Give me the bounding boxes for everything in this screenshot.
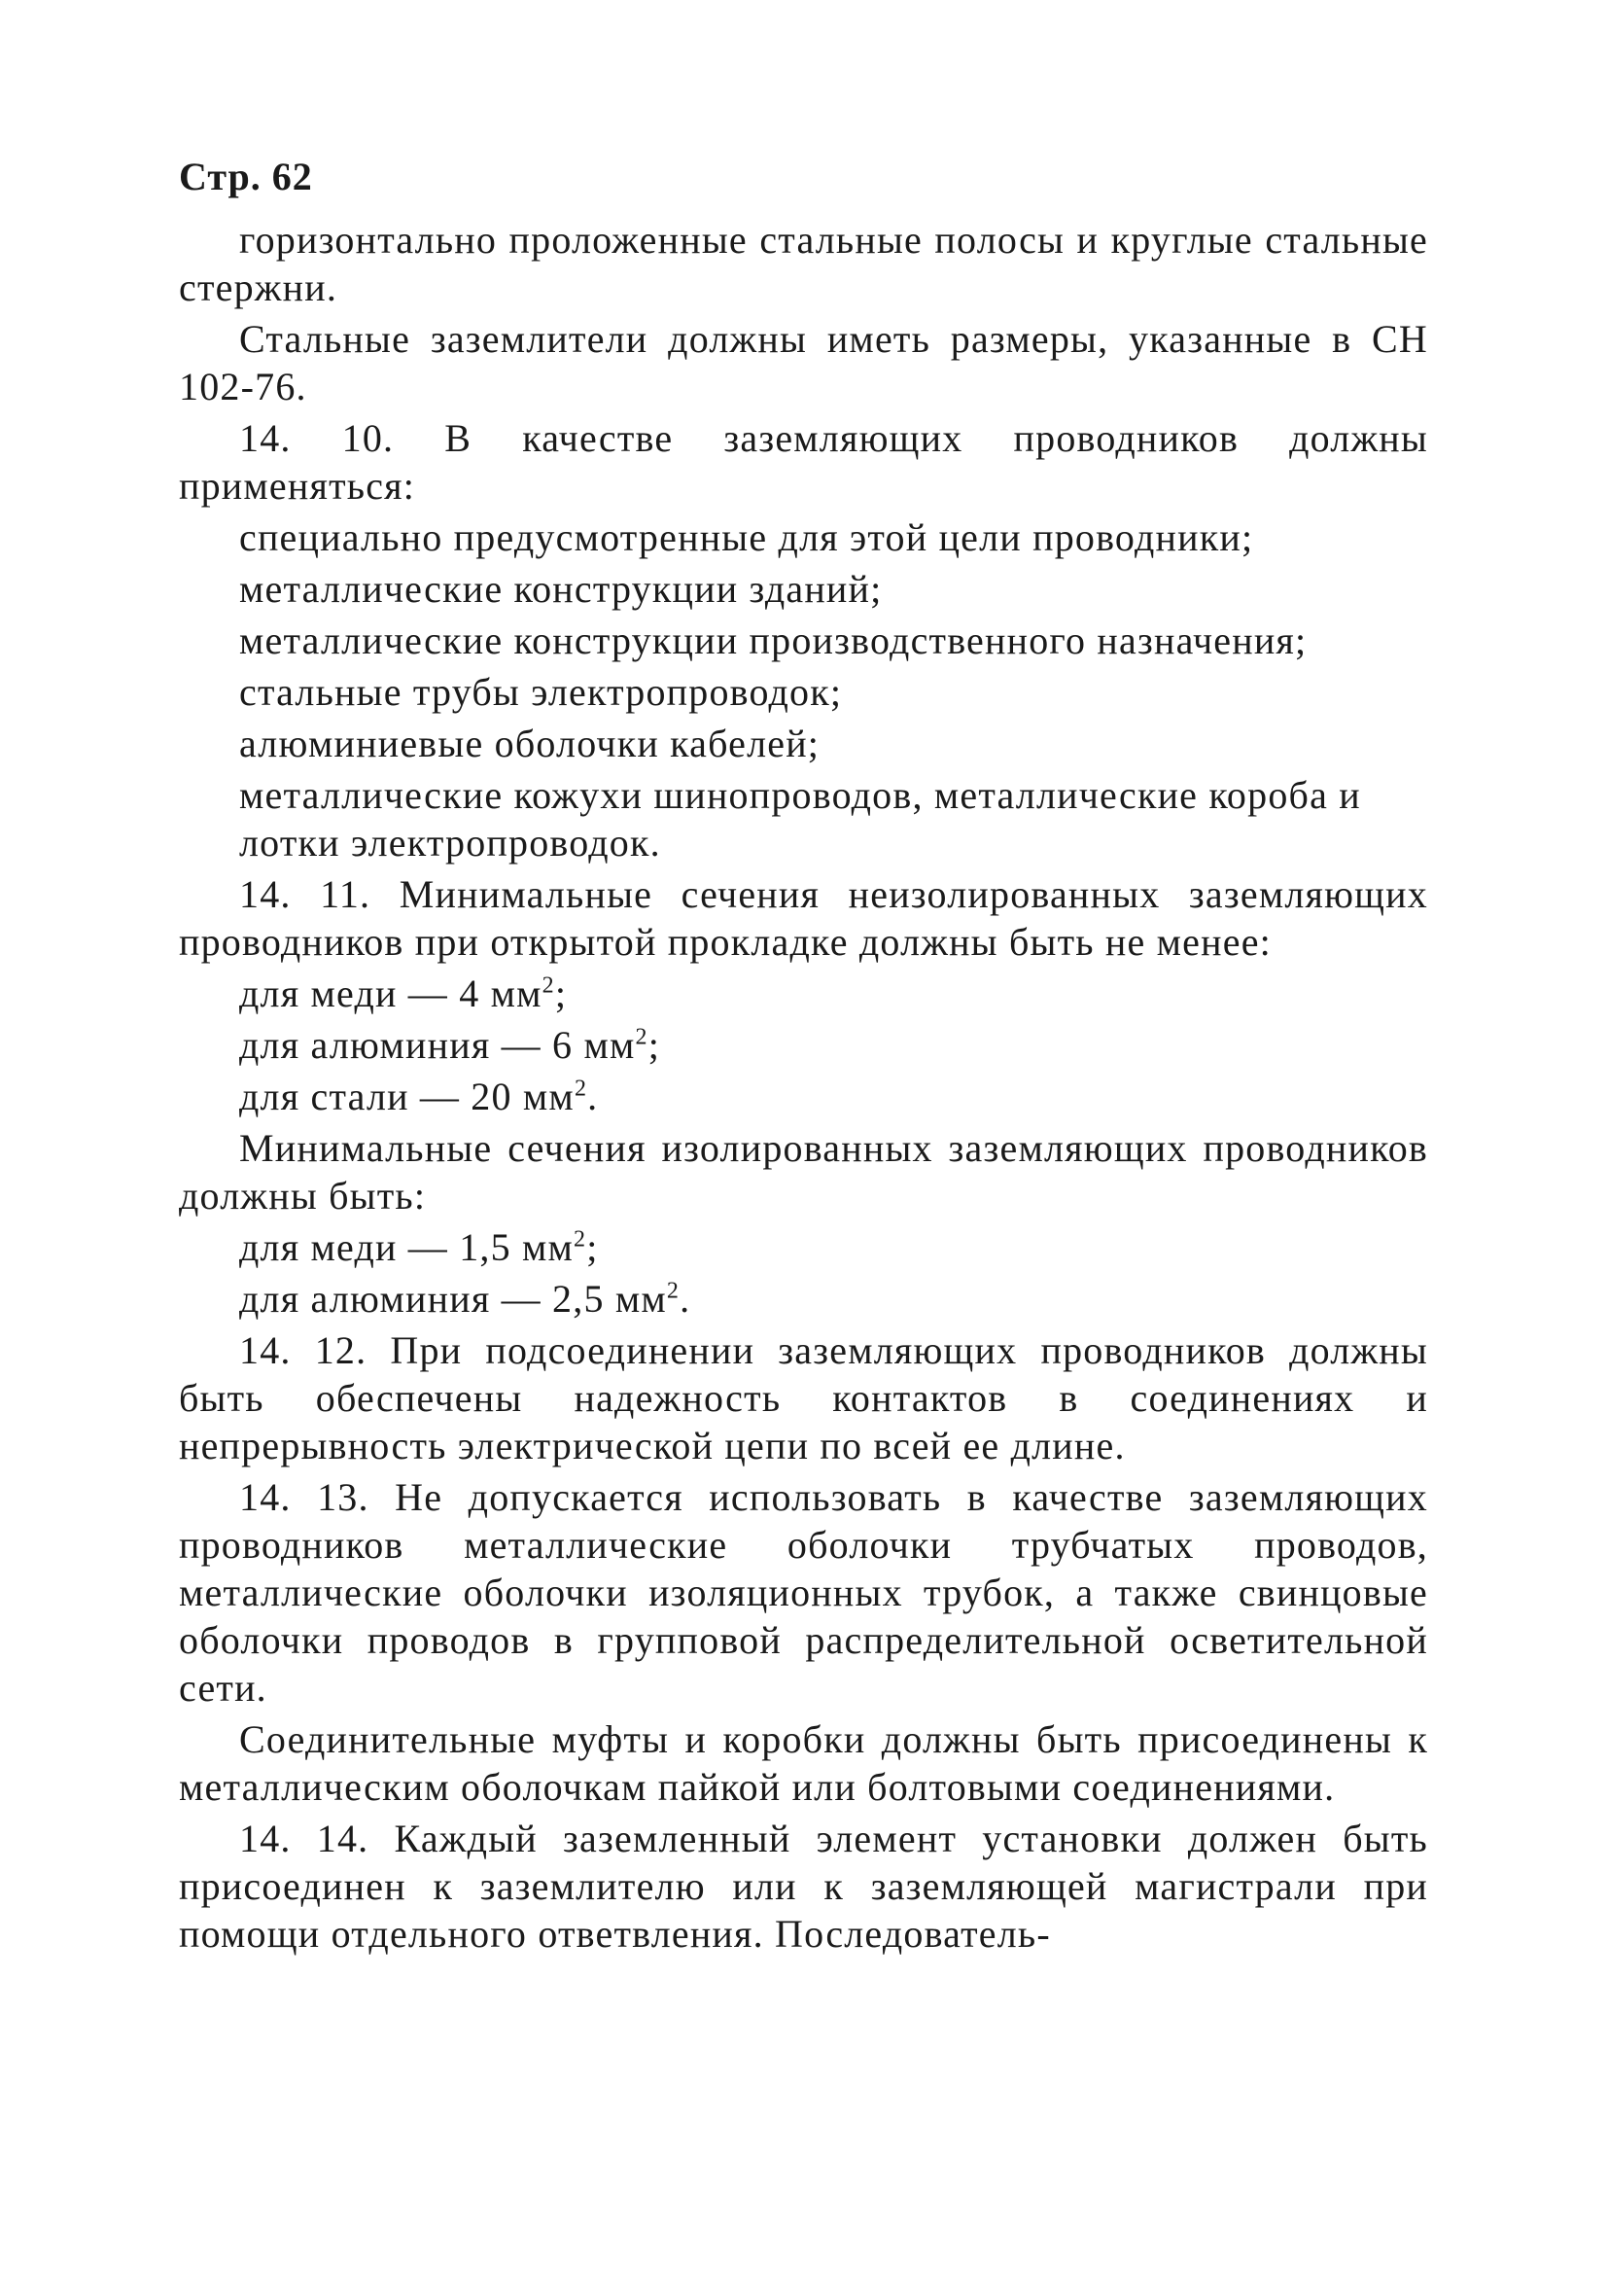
list-item: металлические конструкции зданий; (239, 567, 883, 611)
paragraph-steel-electrodes: Стальные заземлители должны иметь размеры, указанные в СН 102-76. (179, 317, 1428, 408)
list-item: специально предусмотренные для этой цели проводники; (239, 515, 1254, 559)
list-item: металлические конструкции производственного назначения; (239, 618, 1308, 662)
list-item-aluminium-bare: для алюминия — 6 $мм^2$; (239, 1023, 661, 1067)
page-body (179, 216, 1428, 1961)
list-item: стальные трубы электропроводок; (239, 670, 843, 714)
paragraph-14-13: 14. 13. Не допускается использовать в качестве заземляющих проводников металлические оболочки трубчатых проводов, металлические оболочки изоляционных трубок, а также свинцовые оболочки проводов в групповой распределительной осветительной сети. (179, 1475, 1428, 1710)
paragraph-14-12: 14. 12. При подсоединении заземляющих проводников должны быть обеспечены надежность контактов в соединениях и непрерывность электрической цепи по всей ее длине. (179, 1328, 1428, 1467)
list-item-steel-bare: для стали — 20 $мм^2$. (239, 1075, 599, 1118)
list-item-copper-insulated: для меди — 1,5 $мм^2$; (239, 1225, 599, 1269)
paragraph-14-14: 14. 14. Каждый заземленный элемент установки должен быть присоединен к заземлителю или к заземляющей магистрали при помощи отдельного ответвления. Последователь- (179, 1817, 1428, 1956)
paragraph-insulated-sections: Минимальные сечения изолированных заземляющих проводников должны быть: (179, 1126, 1428, 1218)
paragraph-14-10: 14. 10. В качестве заземляющих проводников должны применяться: (179, 416, 1428, 508)
list-item: металлические кожухи шинопроводов, металлические короба и лотки электропроводок. (239, 773, 1361, 865)
paragraph-couplings: Соединительные муфты и коробки должны быть присоединены к металлическим оболочкам пайкой или болтовыми соединениями. (179, 1717, 1428, 1809)
list-item-aluminium-insulated: для алюминия — 2,5 $мм^2$. (239, 1277, 691, 1321)
page-number: Стр. 62 (179, 155, 313, 198)
list-item-copper-bare: для меди — 4 $мм^2$; (239, 971, 568, 1015)
paragraph-14-11: 14. 11. Минимальные сечения неизолированных заземляющих проводников при открытой прокладке должны быть не менее: (179, 872, 1428, 964)
list-item: алюминиевые оболочки кабелей; (239, 722, 821, 765)
paragraph-steel-strips: горизонтально проложенные стальные полосы и круглые стальные стержни. (179, 218, 1428, 309)
